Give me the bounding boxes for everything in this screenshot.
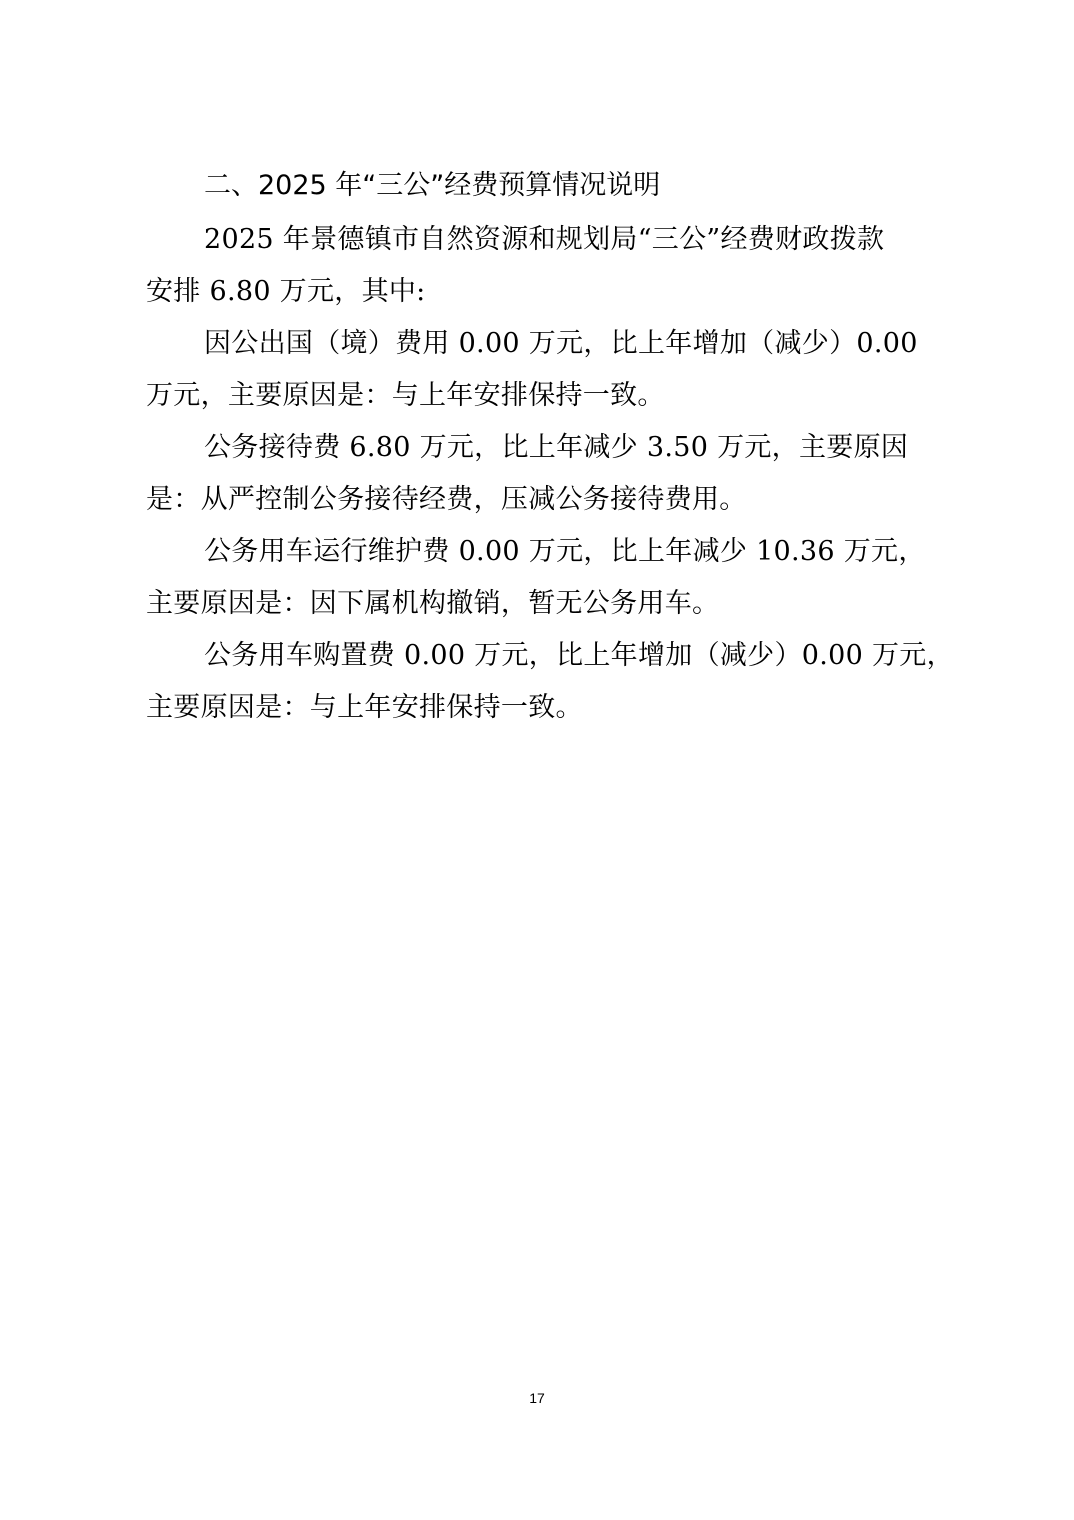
paragraph-line: 万元，主要原因是：与上年安排保持一致。 <box>146 380 665 411</box>
paragraph-line: 安排 6.80 万元，其中: <box>146 276 426 307</box>
section-heading: 二、2025 年“三公”经费预算情况说明 <box>204 170 661 201</box>
page-number: 17 <box>529 1390 545 1406</box>
paragraph-line: 是：从严控制公务接待经费，压减公务接待费用。 <box>146 484 747 515</box>
paragraph-line: 公务接待费 6.80 万元，比上年减少 3.50 万元，主要原因 <box>204 432 909 463</box>
paragraph-line: 2025 年景德镇市自然资源和规划局“三公”经费财政拨款 <box>204 224 885 255</box>
paragraph-line: 主要原因是：因下属机构撤销，暂无公务用车。 <box>146 588 720 619</box>
paragraph-line: 公务用车运行维护费 0.00 万元，比上年减少 10.36 万元， <box>204 536 926 567</box>
paragraph-line: 主要原因是：与上年安排保持一致。 <box>146 692 583 723</box>
paragraph-line: 因公出国（境）费用 0.00 万元，比上年增加（减少）0.00 <box>204 328 918 359</box>
paragraph-line: 公务用车购置费 0.00 万元，比上年增加（减少）0.00 万元， <box>204 640 954 671</box>
